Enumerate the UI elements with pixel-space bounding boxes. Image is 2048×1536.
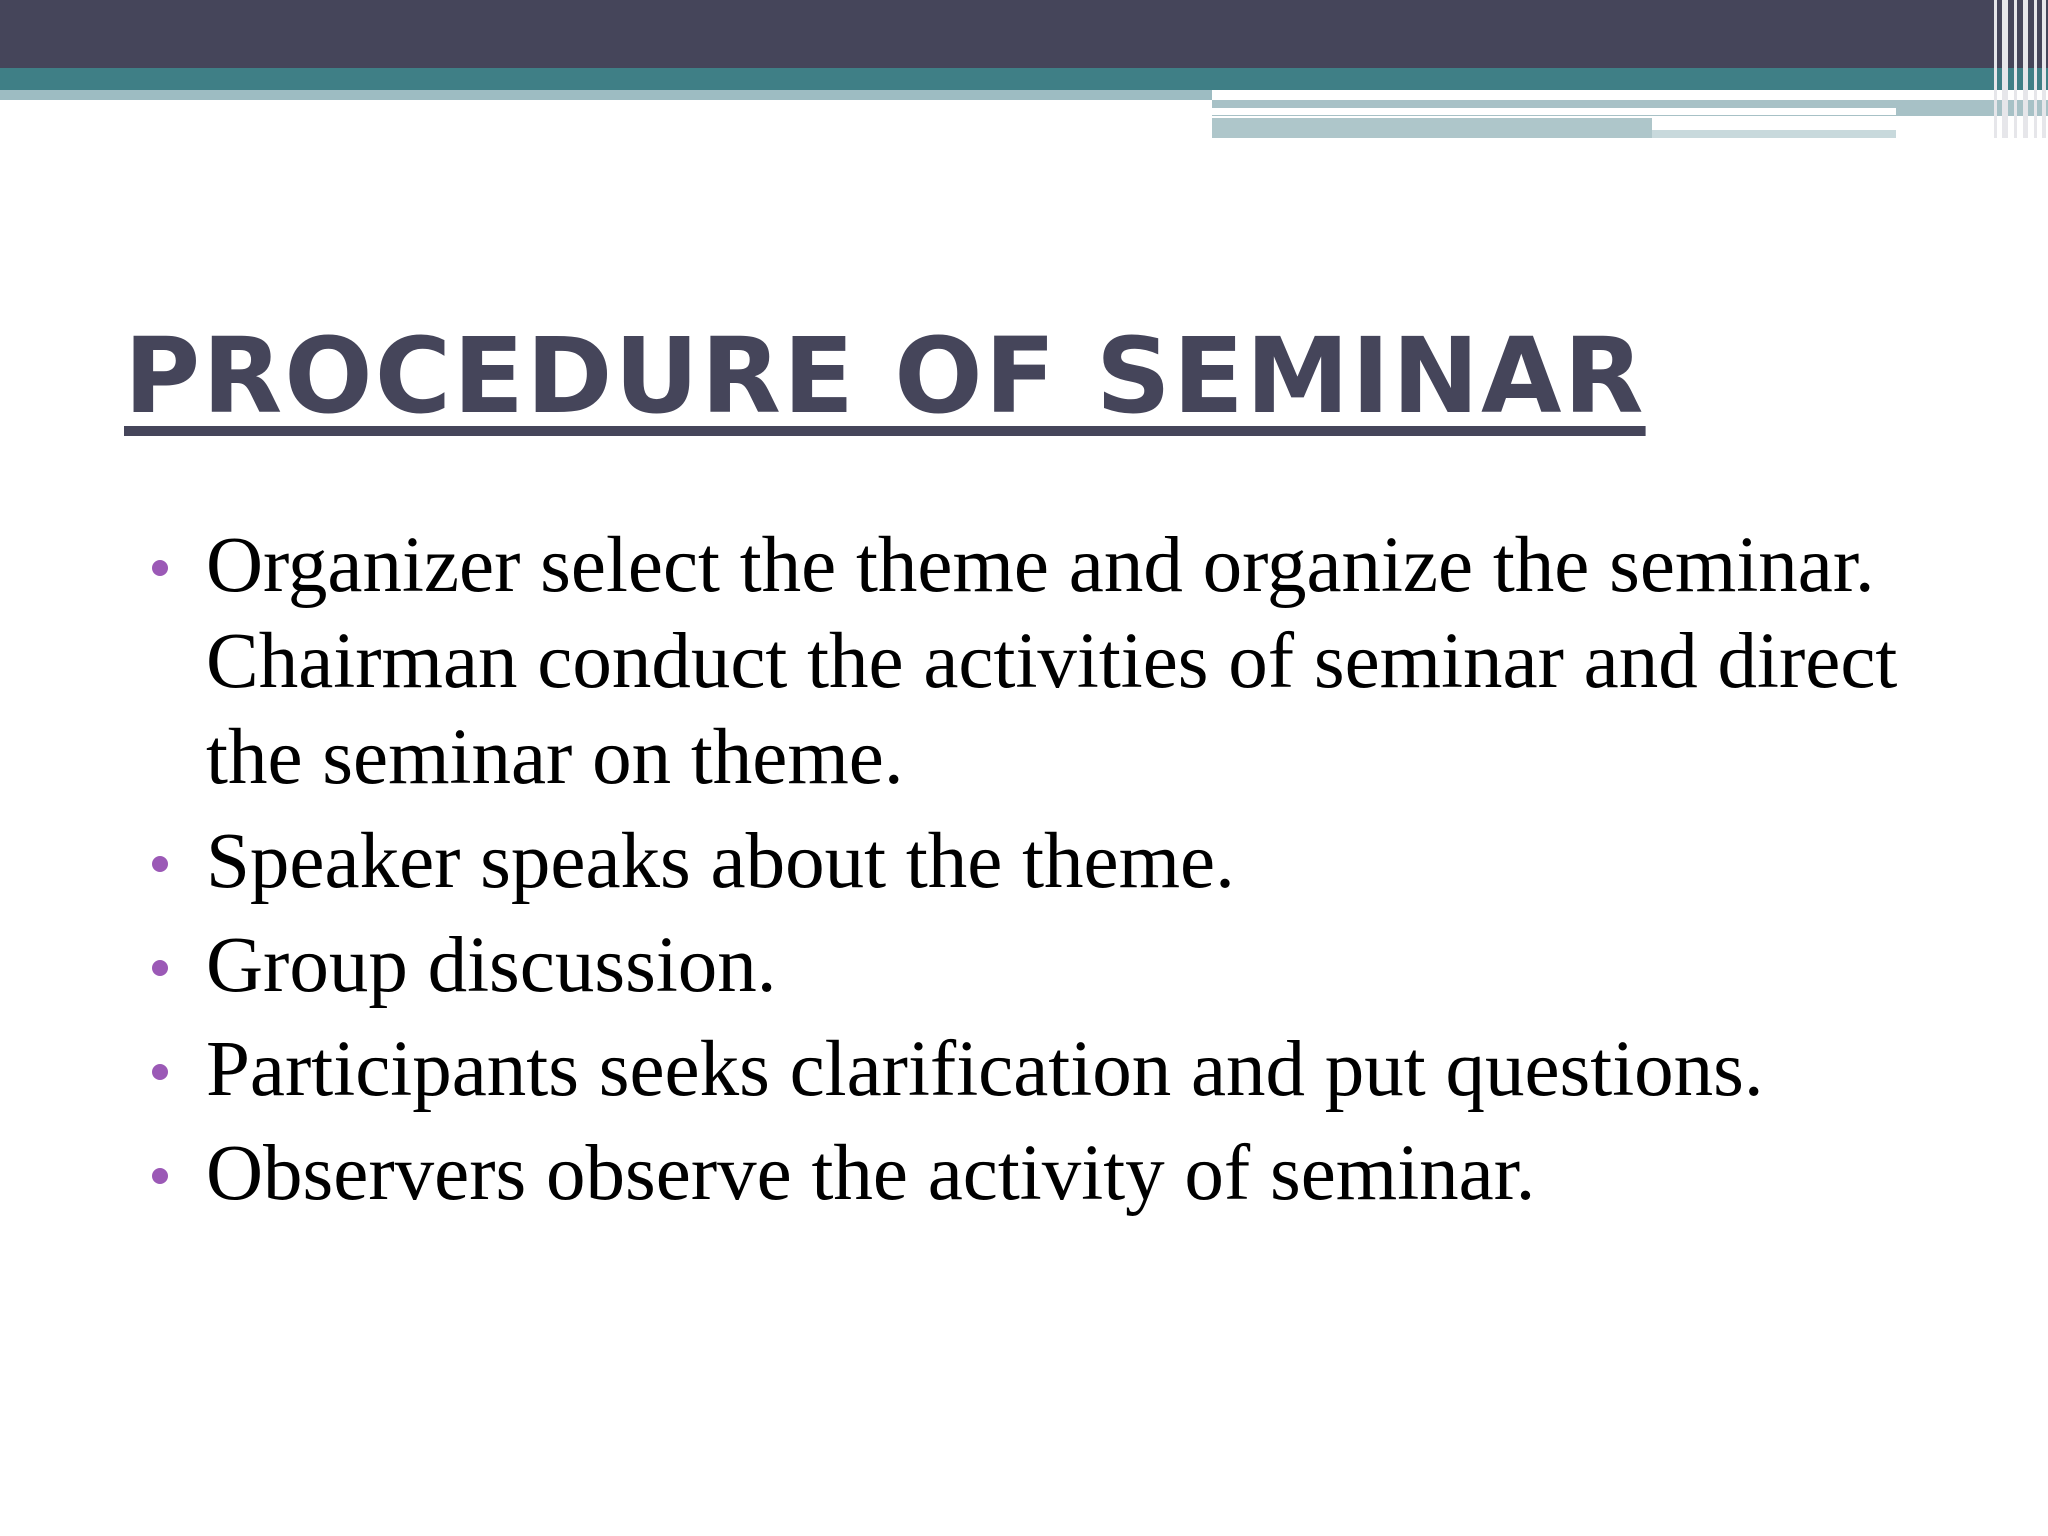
bullet-item <box>148 518 1908 806</box>
bullet-item <box>148 1022 1908 1118</box>
bullet-dot-icon <box>152 960 168 976</box>
bullet-text: Group discussion. <box>206 922 777 1009</box>
bullet-dot-icon <box>152 560 168 576</box>
header-band-light-right-lower <box>1212 118 1652 138</box>
header-stripes <box>1990 0 2048 138</box>
bullet-text: Observers observe the activity of seminar. <box>206 1130 1536 1217</box>
bullet-list <box>148 518 1908 1230</box>
slide-title: PROCEDURE OF SEMINAR <box>124 315 1646 437</box>
header-band-light-left <box>0 90 1212 100</box>
bullet-dot-icon <box>152 1168 168 1184</box>
bullet-text: Speaker speaks about the theme. <box>206 818 1235 905</box>
bullet-text: Organizer select the theme and organize the seminar. Chairman conduct the activities of seminar and direct the seminar on theme. <box>206 522 1898 801</box>
bullet-item <box>148 1126 1908 1222</box>
bullet-text: Participants seeks clarification and put questions. <box>206 1026 1764 1113</box>
bullet-item <box>148 918 1908 1014</box>
header-band-teal <box>0 68 2048 90</box>
header-band-dark <box>0 0 2048 68</box>
bullet-dot-icon <box>152 1064 168 1080</box>
bullet-item <box>148 814 1908 910</box>
header-band-white-line <box>1212 108 1896 115</box>
bullet-dot-icon <box>152 856 168 872</box>
header-band-tail <box>1652 130 1896 138</box>
